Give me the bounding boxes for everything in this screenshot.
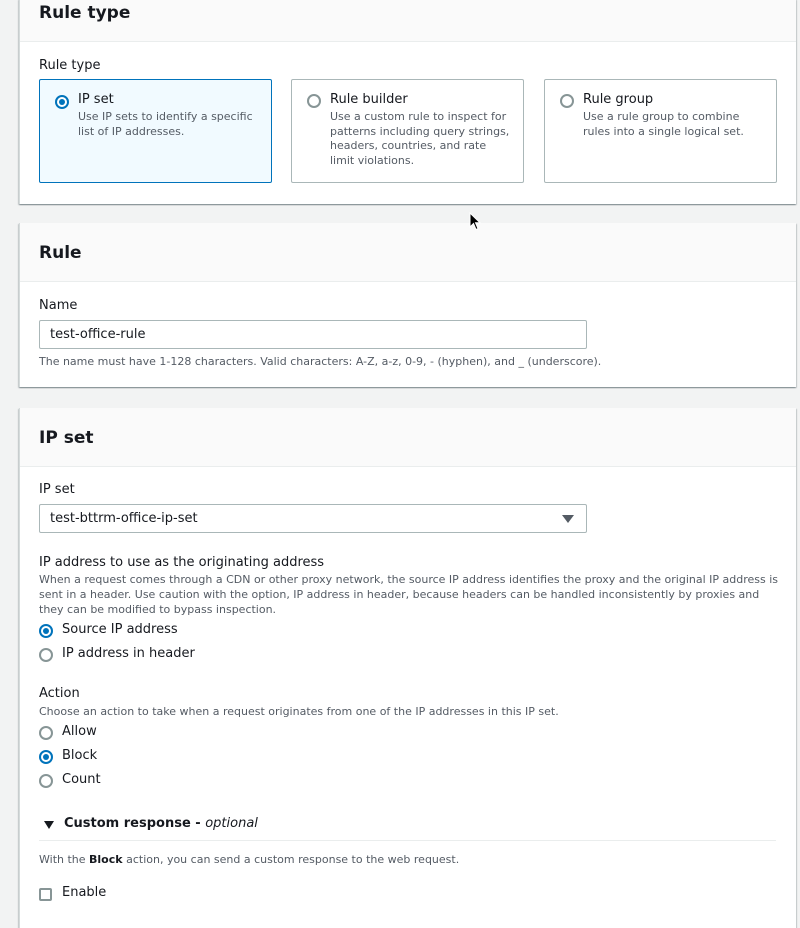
- rule-type-panel-title: Rule type: [39, 3, 131, 23]
- tile-ip-set-title: IP set: [78, 92, 114, 107]
- tile-rule-group-radio[interactable]: [560, 94, 574, 108]
- custom-response-title: Custom response - optional: [64, 816, 258, 831]
- option-source-ip-radio[interactable]: [39, 624, 53, 638]
- enable-checkbox[interactable]: [39, 888, 52, 901]
- option-count-radio[interactable]: [39, 774, 53, 788]
- tile-ip-set[interactable]: [39, 79, 272, 183]
- option-count-label: Count: [62, 772, 101, 787]
- enable-checkbox-label: Enable: [62, 885, 107, 900]
- tile-rule-builder-title: Rule builder: [330, 92, 408, 107]
- rule-type-panel: [19, 0, 796, 204]
- origin-field-label: IP address to use as the originating address: [39, 555, 325, 570]
- option-block-radio[interactable]: [39, 750, 53, 764]
- tile-rule-builder-radio[interactable]: [307, 94, 321, 108]
- option-allow-label: Allow: [62, 724, 97, 739]
- ip-set-select[interactable]: [39, 504, 587, 533]
- custom-response-expander[interactable]: [39, 812, 776, 841]
- caret-down-icon: [44, 821, 54, 829]
- action-field-label: Action: [39, 686, 80, 701]
- rule-type-panel-header: [20, 0, 796, 42]
- name-field-label: Name: [39, 298, 78, 313]
- ip-set-panel-title: IP set: [39, 428, 94, 448]
- action-help-text: Choose an action to take when a request originates from one of the IP addresses in this IP set.: [39, 705, 559, 718]
- option-ip-in-header-radio[interactable]: [39, 648, 53, 662]
- tile-rule-builder[interactable]: [291, 79, 524, 183]
- origin-help-text: When a request comes through a CDN or other proxy network, the source IP address identifies the proxy and the original IP address is sent in a header. Use caution with the option, IP address in header, because headers can be handled inconsistently by proxies and they can be modified to bypass inspection.: [39, 573, 779, 616]
- tile-rule-group-title: Rule group: [583, 92, 654, 107]
- option-source-ip-label: Source IP address: [62, 622, 178, 637]
- option-block-label: Block: [62, 748, 98, 763]
- name-hint: The name must have 1-128 characters. Valid characters: A-Z, a-z, 0-9, - (hyphen), and _ (underscore).: [39, 355, 602, 368]
- ip-set-field-label: IP set: [39, 482, 75, 497]
- tile-ip-set-radio[interactable]: [55, 95, 69, 109]
- rule-panel-header: [20, 223, 796, 282]
- tile-rule-builder-description: Use a custom rule to inspect for patterns including query strings, headers, countries, and rate limit violations.: [330, 110, 510, 167]
- ip-set-select-value: test-bttrm-office-ip-set: [50, 511, 198, 526]
- name-input[interactable]: test-office-rule: [39, 320, 587, 349]
- ip-set-panel: [19, 408, 796, 928]
- custom-response-help: With the Block action, you can send a custom response to the web request.: [39, 853, 460, 866]
- option-allow-radio[interactable]: [39, 726, 53, 740]
- caret-down-icon: [562, 515, 574, 523]
- tile-rule-group-description: Use a rule group to combine rules into a single logical set.: [583, 110, 744, 138]
- tile-ip-set-description: Use IP sets to identify a specific list of IP addresses.: [78, 110, 253, 138]
- option-ip-in-header-label: IP address in header: [62, 646, 195, 661]
- rule-type-field-label: Rule type: [39, 58, 101, 73]
- rule-panel-title: Rule: [39, 243, 82, 263]
- tile-rule-group[interactable]: [544, 79, 777, 183]
- ip-set-panel-header: [20, 408, 796, 467]
- mouse-pointer-icon: [469, 212, 481, 231]
- rule-panel: [19, 223, 796, 387]
